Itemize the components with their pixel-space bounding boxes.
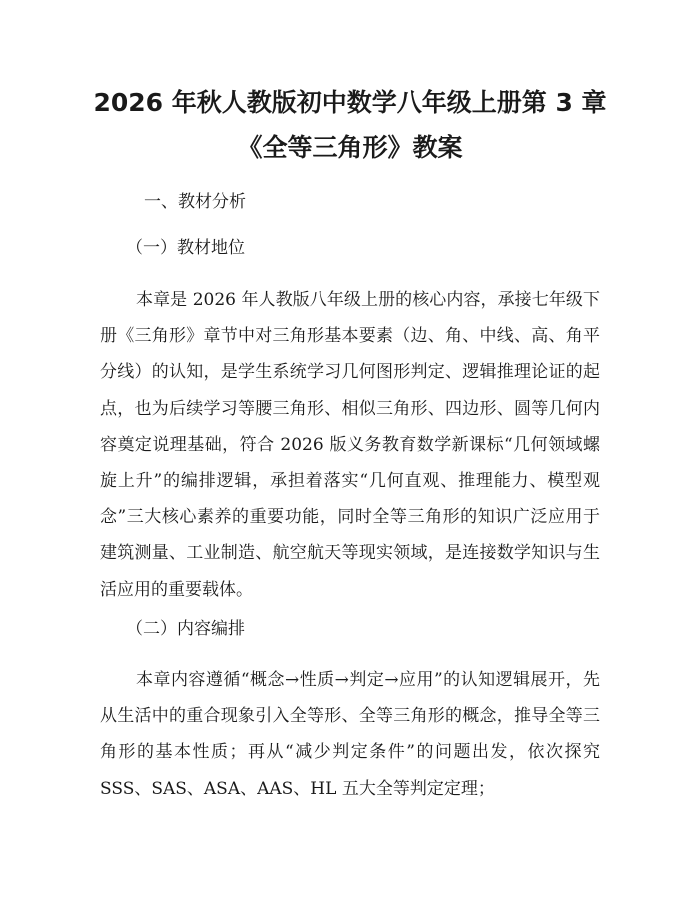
paragraph-content-arrangement: 本章内容遵循“概念→性质→判定→应用”的认知逻辑展开，先从生活中的重合现象引入全等形、全等三角形的概念，推导全等三角形的基本性质；再从“减少判定条件”的问题出发，依次探究 SSS、SAS、ASA、AAS、HL 五大全等判定定理； — [100, 670, 600, 799]
subsection-heading-textbook-status: （一）教材地位 — [126, 238, 245, 258]
document-title-line-2: 《全等三角形》教案 — [237, 133, 463, 162]
document-title-line-1: 2026 年秋人教版初中数学八年级上册第 3 章 — [93, 88, 607, 117]
paragraph-textbook-status: 本章是 2026 年人教版八年级上册的核心内容，承接七年级下册《三角形》章节中对三角形基本要素（边、角、中线、高、角平分线）的认知，是学生系统学习几何图形判定、逻辑推理论证的起点，也为后续学习等腰三角形、相似三角形、四边形、圆等几何内容奠定说理基础，符合 2026 版义务教育数学新课标“几何领域螺旋上升”的编排逻辑，承担着落实“几何直观、推理能力、模型观念”三大核心素养的重要功能，同时全等三角形的知识广泛应用于建筑测量、工业制造、航空航天等现实领域，是连接数学知识与生活应用的重要载体。 — [100, 290, 600, 600]
section-heading-textbook-analysis: 一、教材分析 — [144, 192, 246, 212]
subsection-heading-content-arrangement: （二）内容编排 — [126, 619, 245, 639]
